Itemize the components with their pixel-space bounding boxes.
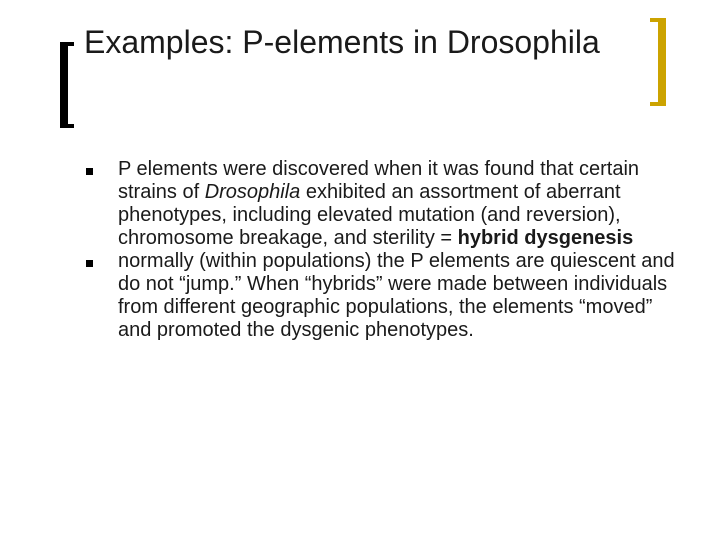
bullet-item bbox=[86, 158, 676, 250]
italic-genus-name: Drosophila bbox=[204, 181, 301, 203]
bullet-item bbox=[86, 250, 676, 342]
bullet-list bbox=[86, 158, 676, 342]
bullet-text-part: exhibited an assortment of aberrant phenotypes, including elevated mutation (and reversion), chromosome breakage, and sterility = bbox=[118, 181, 621, 249]
right-bracket-decoration bbox=[650, 18, 666, 106]
bullet-text: normally (within populations) the P elements are quiescent and do not “jump.” When “hybrids” were made between individuals from different geographic populations, the elements “moved” and promoted the dysgenic phenotypes. bbox=[118, 250, 675, 341]
bullet-text-part: P elements were discovered when it was found that certain strains of bbox=[118, 158, 640, 203]
slide-title: Examples: P-elements in Drosophila bbox=[84, 24, 600, 60]
bold-term: hybrid dysgenesis bbox=[457, 227, 634, 249]
square-bullet-icon bbox=[86, 168, 93, 175]
left-bracket-decoration bbox=[60, 42, 74, 128]
square-bullet-icon bbox=[86, 260, 93, 267]
